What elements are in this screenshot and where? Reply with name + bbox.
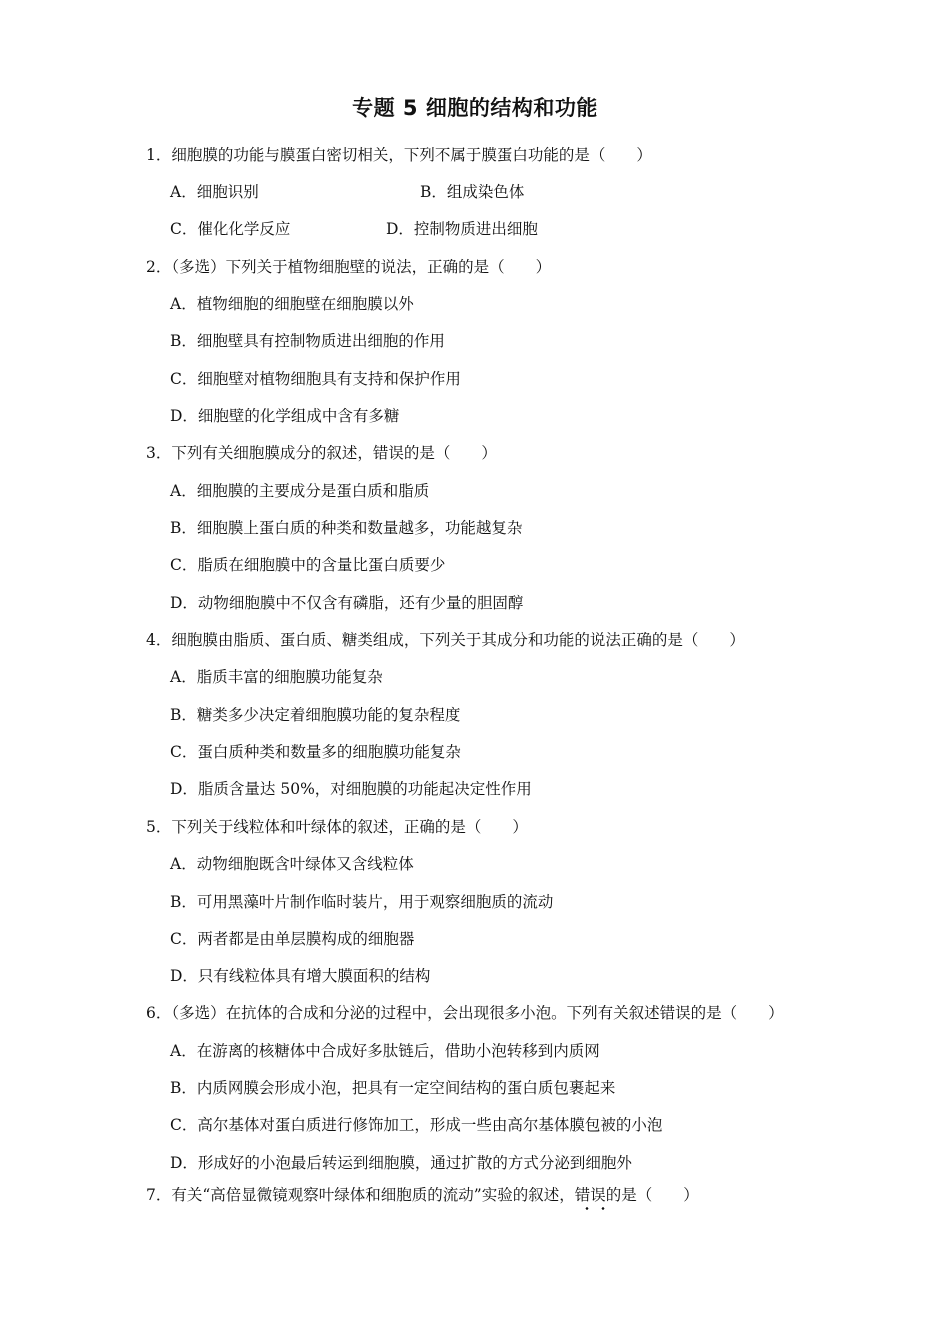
question-3-option-b: B．细胞膜上蛋白质的种类和数量越多，功能越复杂 — [170, 519, 523, 537]
question-6-option-a: A．在游离的核糖体中合成好多肽链后，借助小泡转移到内质网 — [170, 1042, 600, 1060]
question-7-stem-prefix: 7．有关“高倍显微镜观察叶绿体和细胞质的流动”实验的叙述， — [146, 1186, 575, 1204]
page-title: 专题 5 细胞的结构和功能 — [352, 96, 598, 120]
question-2-option-d: D．细胞壁的化学组成中含有多糖 — [170, 407, 400, 425]
question-4-option-c: C．蛋白质种类和数量多的细胞膜功能复杂 — [170, 743, 461, 761]
question-6-option-c: C．高尔基体对蛋白质进行修饰加工，形成一些由高尔基体膜包被的小泡 — [170, 1116, 663, 1134]
question-6-stem: 6．（多选）在抗体的合成和分泌的过程中，会出现很多小泡。下列有关叙述错误的是（ ） — [146, 1004, 784, 1022]
question-7-stem — [146, 1185, 699, 1205]
question-1-option-a: A．细胞识别 — [170, 183, 259, 201]
question-5-option-a: A．动物细胞既含叶绿体又含线粒体 — [170, 855, 414, 873]
question-1-stem: 1．细胞膜的功能与膜蛋白密切相关，下列不属于膜蛋白功能的是（ ） — [146, 146, 652, 164]
question-4-stem: 4．细胞膜由脂质、蛋白质、糖类组成，下列关于其成分和功能的说法正确的是（ ） — [146, 631, 745, 649]
question-7-emphasis: 错误 — [574, 1186, 606, 1204]
question-7-stem-suffix: 的是（ ） — [605, 1186, 699, 1204]
question-1-option-d: D．控制物质进出细胞 — [386, 220, 538, 238]
question-2-option-c: C．细胞壁对植物细胞具有支持和保护作用 — [170, 370, 461, 388]
question-2-option-a: A．植物细胞的细胞壁在细胞膜以外 — [170, 295, 414, 313]
question-2-stem: 2．（多选）下列关于植物细胞壁的说法，正确的是（ ） — [146, 258, 552, 276]
question-3-option-c: C．脂质在细胞膜中的含量比蛋白质要少 — [170, 556, 446, 574]
question-5-option-b: B．可用黑藻叶片制作临时装片，用于观察细胞质的流动 — [170, 893, 554, 911]
question-1-option-b: B．组成染色体 — [420, 183, 525, 201]
question-3-option-a: A．细胞膜的主要成分是蛋白质和脂质 — [170, 482, 430, 500]
question-3-option-d: D．动物细胞膜中不仅含有磷脂，还有少量的胆固醇 — [170, 594, 524, 612]
question-3-stem: 3．下列有关细胞膜成分的叙述，错误的是（ ） — [146, 444, 497, 462]
question-6-option-b: B．内质网膜会形成小泡，把具有一定空间结构的蛋白质包裹起来 — [170, 1079, 616, 1097]
question-4-option-d: D．脂质含量达 50%，对细胞膜的功能起决定性作用 — [170, 780, 532, 798]
question-5-option-d: D．只有线粒体具有增大膜面积的结构 — [170, 967, 431, 985]
question-6-option-d: D．形成好的小泡最后转运到细胞膜，通过扩散的方式分泌到细胞外 — [170, 1154, 632, 1172]
question-5-option-c: C．两者都是由单层膜构成的细胞器 — [170, 930, 415, 948]
question-4-option-a: A．脂质丰富的细胞膜功能复杂 — [170, 668, 383, 686]
question-2-option-b: B．细胞壁具有控制物质进出细胞的作用 — [170, 332, 445, 350]
question-4-option-b: B．糖类多少决定着细胞膜功能的复杂程度 — [170, 706, 461, 724]
question-1-option-c: C．催化化学反应 — [170, 220, 291, 238]
question-5-stem: 5．下列关于线粒体和叶绿体的叙述，正确的是（ ） — [146, 818, 528, 836]
